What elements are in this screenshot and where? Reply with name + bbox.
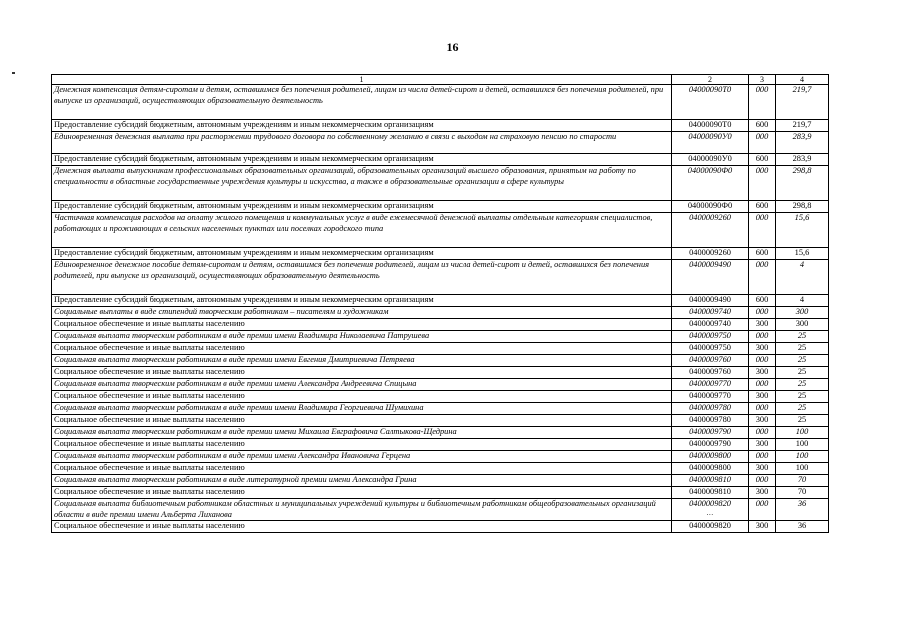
row-vr-cell: 000 <box>749 307 776 319</box>
row-vr-cell: 600 <box>749 154 776 166</box>
table-row <box>52 295 829 307</box>
scan-speck <box>12 72 15 74</box>
table-row <box>52 213 829 248</box>
row-sum-cell: 219,7 <box>776 85 829 120</box>
row-vr-cell: 300 <box>749 391 776 403</box>
row-vr-cell: 600 <box>749 295 776 307</box>
table-row <box>52 475 829 487</box>
row-vr-cell: 000 <box>749 379 776 391</box>
row-code-cell: 0400009820 <box>672 521 749 533</box>
row-sum-cell: 15,6 <box>776 213 829 248</box>
row-sum-cell: 298,8 <box>776 201 829 213</box>
col-header-2: 2 <box>672 75 749 85</box>
row-vr-cell: 300 <box>749 463 776 475</box>
table-row <box>52 499 829 521</box>
row-sum-cell: 15,6 <box>776 248 829 260</box>
row-code-cell: 0400009750 <box>672 343 749 355</box>
row-sum-cell: 300 <box>776 319 829 331</box>
table-row <box>52 451 829 463</box>
row-name-cell: Социальное обеспечение и иные выплаты населению <box>52 487 672 499</box>
row-code-cell: 0400009780 <box>672 403 749 415</box>
row-vr-cell: 300 <box>749 319 776 331</box>
row-vr-cell: 000 <box>749 499 776 521</box>
row-code-cell: 0400009490 <box>672 260 749 295</box>
row-name-cell: Предоставление субсидий бюджетным, автономным учреждениям и иным некоммерческим организациям <box>52 154 672 166</box>
row-vr-cell: 300 <box>749 521 776 533</box>
row-vr-cell: 300 <box>749 343 776 355</box>
row-sum-cell: 4 <box>776 260 829 295</box>
row-sum-cell: 4 <box>776 295 829 307</box>
row-code-cell: 0400009780 <box>672 415 749 427</box>
row-name-cell: Социальное обеспечение и иные выплаты населению <box>52 343 672 355</box>
row-code-cell: 04000090У0 <box>672 154 749 166</box>
row-code-cell: 04000090Т0 <box>672 85 749 120</box>
row-code-cell: 04000090Т0 <box>672 120 749 132</box>
row-code-cell: 0400009820 … <box>672 499 749 521</box>
row-name-cell: Социальная выплата творческим работникам в виде премии имени Александра Андреевича Спицына <box>52 379 672 391</box>
row-code-cell: 0400009810 <box>672 487 749 499</box>
row-name-cell: Денежная выплата выпускникам профессиональных образовательных организаций, образовательных организаций высшего образования, принятым на работу по специальности в областные государственные учреждения культуры и искусства, а также в образовательные организации в сфере культуры <box>52 166 672 201</box>
table-row <box>52 248 829 260</box>
table-row <box>52 463 829 475</box>
row-name-cell: Единовременное денежное пособие детям-сиротам и детям, оставшимся без попечения родителей, лицам из числа детей-сирот и детей, оставшихся без попечения родителей, при выпуске из организаций, осуществляющих образовательную деятельность <box>52 260 672 295</box>
row-code-cell: 0400009760 <box>672 367 749 379</box>
row-name-cell: Социальное обеспечение и иные выплаты населению <box>52 319 672 331</box>
row-sum-cell: 25 <box>776 331 829 343</box>
row-vr-cell: 000 <box>749 331 776 343</box>
column-number-row <box>52 75 829 85</box>
row-code-cell: 0400009760 <box>672 355 749 367</box>
row-vr-cell: 600 <box>749 120 776 132</box>
row-sum-cell: 25 <box>776 367 829 379</box>
table-row <box>52 132 829 154</box>
row-vr-cell: 000 <box>749 427 776 439</box>
row-code-cell: 0400009770 <box>672 391 749 403</box>
row-name-cell: Социальная выплата творческим работникам в виде премии имени Александра Ивановича Герцена <box>52 451 672 463</box>
row-name-cell: Денежная компенсация детям-сиротам и детям, оставшимся без попечения родителей, лицам из числа детей-сирот и детей, оставшихся без попечения родителей, при выпуске из организаций, осуществляющих образовательную деятельность <box>52 85 672 120</box>
row-code-cell: 0400009260 <box>672 248 749 260</box>
row-sum-cell: 25 <box>776 403 829 415</box>
table-row <box>52 391 829 403</box>
row-name-cell: Социальное обеспечение и иные выплаты населению <box>52 439 672 451</box>
row-code-cell: 0400009790 <box>672 439 749 451</box>
table-row <box>52 355 829 367</box>
row-name-cell: Социальная выплата библиотечным работникам областных и муниципальных учреждений культуры и библиотечным работникам общеобразовательных организаций области в виде премии имени Альберта Лиханова <box>52 499 672 521</box>
table-row <box>52 367 829 379</box>
row-sum-cell: 100 <box>776 451 829 463</box>
table-row <box>52 154 829 166</box>
row-sum-cell: 219,7 <box>776 120 829 132</box>
row-sum-cell: 25 <box>776 355 829 367</box>
row-name-cell: Социальное обеспечение и иные выплаты населению <box>52 521 672 533</box>
table-row <box>52 487 829 499</box>
table-row <box>52 439 829 451</box>
row-sum-cell: 298,8 <box>776 166 829 201</box>
row-name-cell: Социальное обеспечение и иные выплаты населению <box>52 391 672 403</box>
table-row <box>52 427 829 439</box>
table-row <box>52 120 829 132</box>
row-vr-cell: 300 <box>749 487 776 499</box>
row-name-cell: Социальное обеспечение и иные выплаты населению <box>52 463 672 475</box>
table-row <box>52 85 829 120</box>
table-row <box>52 260 829 295</box>
col-header-3: 3 <box>749 75 776 85</box>
col-header-1: 1 <box>52 75 672 85</box>
row-sum-cell: 70 <box>776 475 829 487</box>
row-vr-cell: 000 <box>749 451 776 463</box>
row-vr-cell: 000 <box>749 403 776 415</box>
row-code-cell: 04000090У0 <box>672 132 749 154</box>
row-code-cell: 0400009750 <box>672 331 749 343</box>
row-vr-cell: 000 <box>749 355 776 367</box>
row-name-cell: Социальная выплата творческим работникам в виде литературной премии имени Александра Грина <box>52 475 672 487</box>
row-code-cell: 0400009800 <box>672 451 749 463</box>
row-name-cell: Социальная выплата творческим работникам в виде премии имени Владимира Георгиевича Шумихина <box>52 403 672 415</box>
budget-table <box>51 74 829 533</box>
table-row <box>52 331 829 343</box>
table-row <box>52 403 829 415</box>
row-sum-cell: 25 <box>776 415 829 427</box>
row-name-cell: Единовременная денежная выплата при расторжении трудового договора по собственному желанию в связи с выходом на страховую пенсию по старости <box>52 132 672 154</box>
row-vr-cell: 300 <box>749 367 776 379</box>
page-number: 16 <box>446 40 459 54</box>
row-sum-cell: 100 <box>776 427 829 439</box>
row-sum-cell: 300 <box>776 307 829 319</box>
row-sum-cell: 36 <box>776 521 829 533</box>
row-name-cell: Предоставление субсидий бюджетным, автономным учреждениям и иным некоммерческим организациям <box>52 295 672 307</box>
row-vr-cell: 000 <box>749 260 776 295</box>
row-sum-cell: 100 <box>776 463 829 475</box>
row-code-cell: 04000090Ф0 <box>672 201 749 213</box>
table-row <box>52 521 829 533</box>
row-sum-cell: 36 <box>776 499 829 521</box>
row-sum-cell: 25 <box>776 391 829 403</box>
row-vr-cell: 600 <box>749 248 776 260</box>
row-code-cell: 0400009790 <box>672 427 749 439</box>
row-sum-cell: 100 <box>776 439 829 451</box>
row-name-cell: Предоставление субсидий бюджетным, автономным учреждениям и иным некоммерческим организациям <box>52 248 672 260</box>
row-sum-cell: 70 <box>776 487 829 499</box>
table-row <box>52 201 829 213</box>
table-row <box>52 319 829 331</box>
row-name-cell: Социальная выплата творческим работникам в виде премии имени Владимира Николаевича Патрушева <box>52 331 672 343</box>
row-vr-cell: 000 <box>749 475 776 487</box>
table-body <box>52 85 829 533</box>
row-sum-cell: 25 <box>776 343 829 355</box>
row-sum-cell: 25 <box>776 379 829 391</box>
ellipsis-mark: … <box>706 508 714 517</box>
row-code-cell: 0400009260 <box>672 213 749 248</box>
col-header-4: 4 <box>776 75 829 85</box>
row-vr-cell: 000 <box>749 213 776 248</box>
row-vr-cell: 300 <box>749 439 776 451</box>
row-code-cell: 0400009740 <box>672 307 749 319</box>
row-name-cell: Частичная компенсация расходов на оплату жилого помещения и коммунальных услуг в виде ежемесячной денежной выплаты отдельным категориям специалистов, работающих и проживающих в сельских населенных пунктах или поселках городского типа <box>52 213 672 248</box>
row-name-cell: Социальное обеспечение и иные выплаты населению <box>52 367 672 379</box>
row-name-cell: Социальные выплаты в виде стипендий творческим работникам – писателям и художникам <box>52 307 672 319</box>
row-name-cell: Предоставление субсидий бюджетным, автономным учреждениям и иным некоммерческим организациям <box>52 120 672 132</box>
row-code-cell: 0400009810 <box>672 475 749 487</box>
row-vr-cell: 000 <box>749 85 776 120</box>
table-row <box>52 166 829 201</box>
row-name-cell: Предоставление субсидий бюджетным, автономным учреждениям и иным некоммерческим организациям <box>52 201 672 213</box>
row-name-cell: Социальная выплата творческим работникам в виде премии имени Евгения Дмитриевича Петряева <box>52 355 672 367</box>
row-name-cell: Социальное обеспечение и иные выплаты населению <box>52 415 672 427</box>
row-vr-cell: 600 <box>749 201 776 213</box>
table-row <box>52 379 829 391</box>
row-vr-cell: 000 <box>749 132 776 154</box>
row-code-cell: 0400009490 <box>672 295 749 307</box>
table-row <box>52 415 829 427</box>
row-vr-cell: 300 <box>749 415 776 427</box>
row-code-cell: 0400009770 <box>672 379 749 391</box>
table-row <box>52 307 829 319</box>
row-name-cell: Социальная выплата творческим работникам в виде премии имени Михаила Евграфовича Салтыкова-Щедрина <box>52 427 672 439</box>
row-code-cell: 04000090Ф0 <box>672 166 749 201</box>
row-code-cell: 0400009740 <box>672 319 749 331</box>
row-code-cell: 0400009800 <box>672 463 749 475</box>
row-sum-cell: 283,9 <box>776 154 829 166</box>
table-row <box>52 343 829 355</box>
row-vr-cell: 000 <box>749 166 776 201</box>
row-sum-cell: 283,9 <box>776 132 829 154</box>
